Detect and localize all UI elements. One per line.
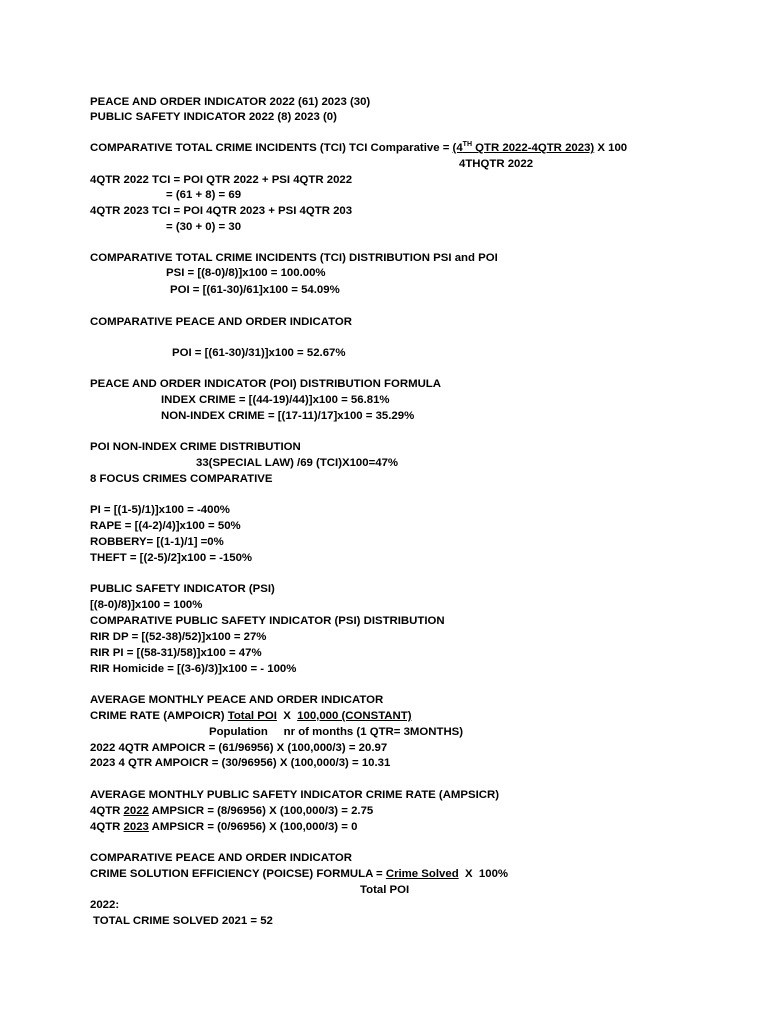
cse-section-heading: COMPARATIVE PEACE AND ORDER INDICATOR: [90, 852, 352, 864]
ampoicr-formula-label: CRIME RATE (AMPOICR): [90, 710, 228, 722]
poi-heading: PEACE AND ORDER INDICATOR 2022 (61) 2023 (30): [90, 96, 371, 108]
tci-distribution-heading: COMPARATIVE TOTAL CRIME INCIDENTS (TCI) DISTRIBUTION PSI and POI: [90, 252, 498, 264]
tci-2022-result: = (61 + 8) = 69: [166, 189, 242, 201]
ampoicr-numerator-poi: Total POI: [227, 710, 277, 722]
tci-formula-multiplier: X 100: [594, 142, 628, 154]
rir-dp-line: RIR DP = [(52-38)/52)]x100 = 27%: [90, 631, 267, 643]
poi-non-index-heading: POI NON-INDEX CRIME DISTRIBUTION: [90, 441, 301, 453]
tci-formula-label: COMPARATIVE TOTAL CRIME INCIDENTS (TCI) TCI Comparative =: [90, 142, 453, 154]
ampoicr-2022-line: 2022 4QTR AMPOICR = (61/96956) X (100,000/3) = 20.97: [90, 742, 388, 754]
ampoicr-formula: [90, 709, 412, 723]
poi-distribution-line: POI = [(61-30)/61]x100 = 54.09%: [170, 284, 340, 296]
ampsicr-2022-line: 4QTR 2022 AMPSICR = (8/96956) X (100,000/3) = 2.75: [90, 805, 374, 817]
pi-line: PI = [(1-5)/1)]x100 = -400%: [90, 504, 230, 516]
tci-2023-result: = (30 + 0) = 30: [166, 221, 242, 233]
robbery-line: ROBBERY= [(1-1)/1] =0%: [90, 536, 224, 548]
special-law-line: 33(SPECIAL LAW) /69 (TCI)X100=47%: [196, 457, 399, 469]
comparative-poi-line: POI = [(61-30)/31)]x100 = 52.67%: [172, 347, 346, 359]
total-crime-solved-line: TOTAL CRIME SOLVED 2021 = 52: [93, 915, 273, 927]
psi-distribution-heading: COMPARATIVE PUBLIC SAFETY INDICATOR (PSI) DISTRIBUTION: [90, 615, 445, 627]
ampoicr-2023-line: 2023 4 QTR AMPOICR = (30/96956) X (100,000/3) = 10.31: [90, 757, 391, 769]
ampoicr-denominator: Population nr of months (1 QTR= 3MONTHS): [209, 726, 464, 738]
comparative-poi-heading: COMPARATIVE PEACE AND ORDER INDICATOR: [90, 316, 352, 328]
cse-denominator: Total POI: [360, 884, 410, 896]
poi-distribution-formula-heading: PEACE AND ORDER INDICATOR (POI) DISTRIBUTION FORMULA: [90, 378, 441, 390]
rape-line: RAPE = [(4-2)/4)]x100 = 50%: [90, 520, 241, 532]
index-crime-line: INDEX CRIME = [(44-19)/44)]x100 = 56.81%: [161, 394, 390, 406]
psi-heading: PUBLIC SAFETY INDICATOR 2022 (8) 2023 (0): [90, 111, 337, 123]
ampoicr-numerator-constant: 100,000 (CONSTANT): [297, 710, 412, 722]
year-2022-label: 2022:: [90, 899, 120, 911]
ampoicr-times: X: [276, 710, 298, 722]
psi-formula-line: [(8-0)/8)]x100 = 100%: [90, 599, 203, 611]
ampoi-heading: AVERAGE MONTHLY PEACE AND ORDER INDICATOR: [90, 694, 384, 706]
tci-2023-line: 4QTR 2023 TCI = POI 4QTR 2023 + PSI 4QTR 203: [90, 205, 353, 217]
rir-homicide-line: RIR Homicide = [(3-6)/3)]x100 = - 100%: [90, 663, 297, 675]
theft-line: THEFT = [(2-5)/2]x100 = -150%: [90, 552, 253, 564]
cse-numerator: Crime Solved: [385, 868, 459, 880]
cse-formula-label: CRIME SOLUTION EFFICIENCY (POICSE) FORMULA =: [90, 868, 386, 880]
psi-section-heading: PUBLIC SAFETY INDICATOR (PSI): [90, 583, 275, 595]
non-index-crime-line: NON-INDEX CRIME = [(17-11)/17]x100 = 35.29%: [161, 410, 415, 422]
tci-comparative-formula: [90, 141, 627, 155]
focus-crimes-heading: 8 FOCUS CRIMES COMPARATIVE: [90, 473, 273, 485]
rir-pi-line: RIR PI = [(58-31)/58)]x100 = 47%: [90, 647, 262, 659]
cse-formula: [90, 867, 508, 881]
cse-multiplier: X 100%: [458, 868, 509, 880]
tci-formula-numerator: (4TH QTR 2022-4QTR 2023): [452, 141, 595, 154]
tci-2022-line: 4QTR 2022 TCI = POI QTR 2022 + PSI 4QTR 2022: [90, 174, 353, 186]
ampsicr-2023-line: 4QTR 2023 AMPSICR = (0/96956) X (100,000/3) = 0: [90, 821, 358, 833]
psi-distribution-line: PSI = [(8-0)/8)]x100 = 100.00%: [166, 267, 326, 279]
ampsicr-heading: AVERAGE MONTHLY PUBLIC SAFETY INDICATOR CRIME RATE (AMPSICR): [90, 789, 500, 801]
tci-formula-denominator: 4THQTR 2022: [459, 158, 534, 170]
